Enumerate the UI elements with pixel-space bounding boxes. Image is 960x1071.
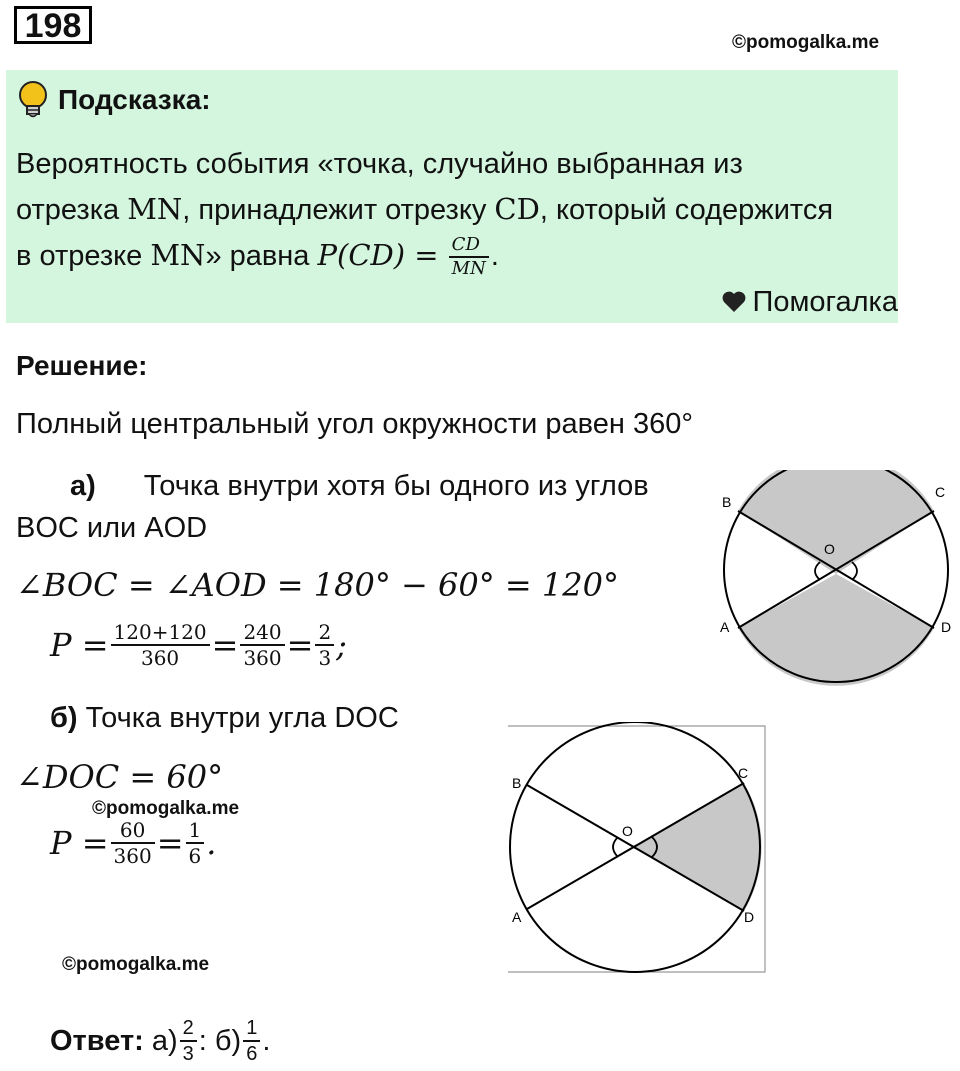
angle-arc-left [613, 837, 618, 857]
fraction-denominator: 360 [140, 646, 180, 670]
part-b-angle-equation: ∠DOC = 60° [16, 758, 224, 796]
fraction-numerator: 120+120 [111, 620, 210, 646]
punctuation: . [490, 240, 499, 272]
label-c: C [935, 484, 946, 500]
hint-title: Подсказка: [58, 84, 211, 115]
hint-line-1: Вероятность события «точка, случайно выбранная из [16, 148, 743, 180]
equation-lhs: P = [50, 824, 109, 862]
label-o: O [824, 541, 835, 557]
hint-fraction [449, 234, 489, 280]
angle-arc-left [815, 562, 820, 580]
answer-line [50, 1016, 270, 1066]
brand-label [721, 286, 898, 319]
hint-text-fragment: в отрезке [16, 240, 151, 272]
label-c: C [738, 765, 749, 781]
fraction-numerator: 1 [243, 1016, 260, 1042]
answer-fraction-b [243, 1016, 260, 1066]
hint-text [16, 142, 898, 280]
hint-text-fragment: , который содержится [539, 194, 834, 226]
fraction-denominator: 360 [243, 646, 282, 670]
segment-mn: MN [127, 192, 183, 226]
fraction-denominator: 360 [113, 844, 152, 868]
segment-mn: MN [150, 238, 206, 272]
solution-intro: Полный центральный угол окружности равен 360° [16, 408, 693, 440]
watermark-bottom: ©pomogalka.me [62, 954, 210, 975]
solution-heading: Решение: [16, 350, 148, 381]
part-a-angle-equation: ∠BOC = ∠AOD = 180° − 60° = 120° [16, 566, 619, 604]
label-o: O [622, 823, 633, 839]
fraction [111, 620, 210, 670]
circle-diagram-b [500, 722, 772, 980]
part-b-heading [50, 702, 399, 735]
part-b-probability [50, 818, 216, 868]
equals-sign: = [286, 626, 314, 664]
answer-label: Ответ: [50, 1024, 144, 1057]
watermark-mid: ©pomogalka.me [92, 798, 240, 819]
label-a: A [720, 619, 730, 635]
answer-part-b-label: б) [214, 1024, 242, 1057]
fraction-numerator: 2 [180, 1016, 197, 1042]
part-b-label: б) [50, 702, 78, 734]
part-a-text-2: BOC или AOD [16, 512, 208, 544]
punctuation: . [206, 824, 217, 862]
fraction-numerator: CD [449, 234, 489, 258]
label-d: D [744, 909, 755, 925]
hint-line-2 [16, 187, 898, 233]
fraction [186, 818, 205, 868]
punctuation: ; [336, 626, 347, 664]
lightbulb-icon [16, 80, 50, 120]
label-d: D [941, 619, 952, 635]
hint-formula-lhs: P(CD) = [317, 238, 439, 272]
circle-diagram-a [712, 470, 958, 688]
label-a: A [512, 909, 522, 925]
separator: : [198, 1024, 207, 1057]
part-a-heading [70, 470, 649, 503]
hint-text-fragment: , принадлежит отрезку [182, 194, 495, 226]
watermark-top: ©pomogalka.me [732, 32, 880, 53]
answer-part-a-label: а) [151, 1024, 178, 1057]
equals-sign: = [156, 824, 184, 862]
fraction-denominator: MN [451, 258, 486, 280]
sector-aod [738, 574, 934, 686]
punctuation: . [262, 1024, 271, 1057]
label-b: B [722, 494, 732, 510]
sector-boc [738, 470, 934, 574]
part-a-label: а) [70, 470, 96, 502]
equals-sign: = [211, 626, 239, 664]
hint-text-fragment: » равна [205, 240, 318, 272]
part-a-text: Точка внутри хотя бы одного из углов [143, 470, 649, 502]
fraction-denominator: 6 [188, 844, 202, 868]
fraction-denominator: 3 [182, 1043, 194, 1065]
fraction-denominator: 3 [318, 646, 332, 670]
answer-fraction-a [180, 1016, 197, 1066]
fraction-denominator: 6 [246, 1043, 258, 1065]
angle-arc-right [852, 562, 857, 580]
fraction [315, 620, 334, 670]
fraction-numerator: 1 [186, 818, 205, 844]
segment-cd: CD [494, 192, 540, 226]
fraction-numerator: 240 [240, 620, 284, 646]
hint-text-fragment: отрезка [16, 194, 128, 226]
part-a-probability [50, 620, 347, 670]
equation-lhs: P = [50, 626, 109, 664]
label-b: B [512, 775, 522, 791]
problem-number: 198 [14, 6, 92, 44]
heart-icon [721, 290, 747, 314]
brand-name: Помогалка [752, 286, 898, 318]
part-b-text: Точка внутри угла DOC [85, 702, 399, 734]
fraction-numerator: 60 [111, 818, 155, 844]
fraction-numerator: 2 [315, 620, 334, 646]
sector-doc [635, 783, 762, 911]
hint-line-3 [16, 233, 898, 280]
fraction [111, 818, 155, 868]
fraction [240, 620, 284, 670]
